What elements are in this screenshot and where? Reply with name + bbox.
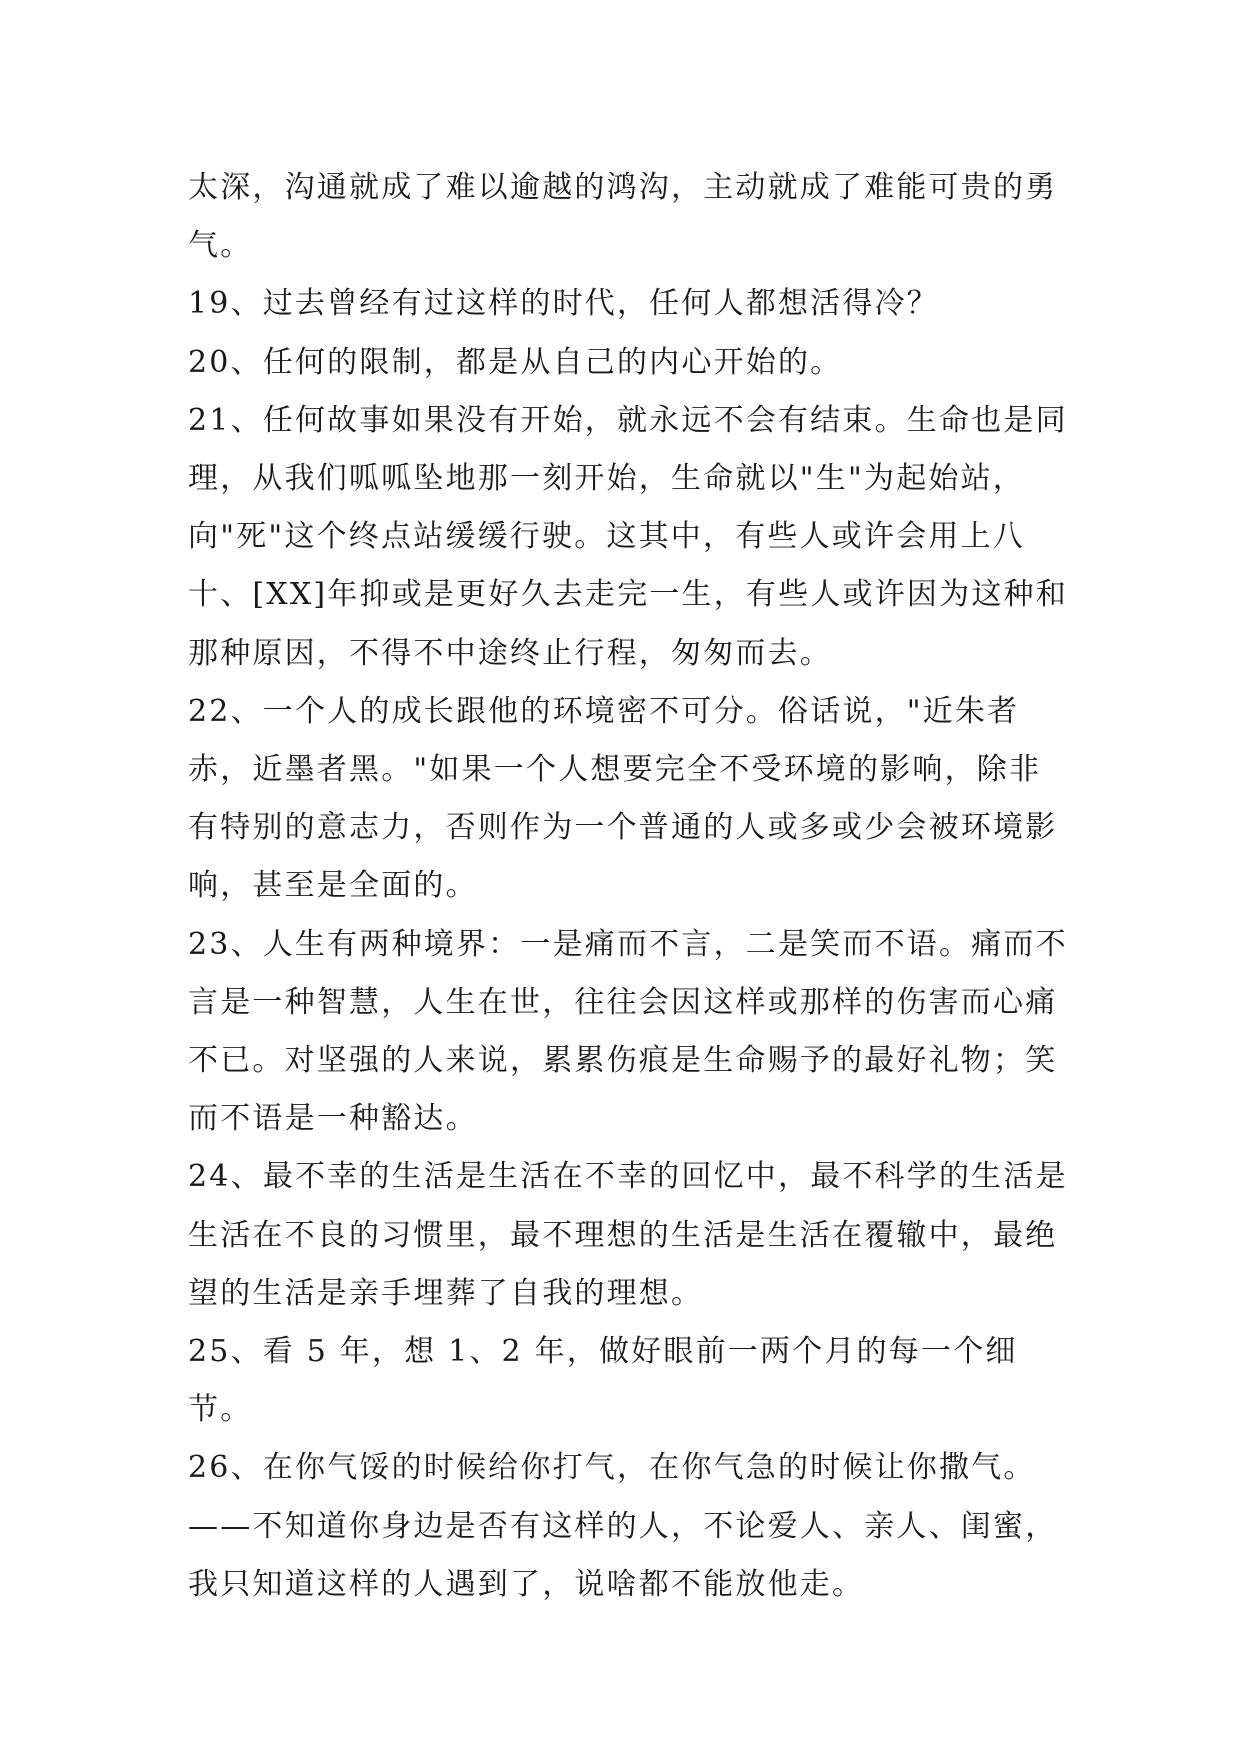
paragraph-19: 19、过去曾经有过这样的时代，任何人都想活得冷？ bbox=[188, 286, 939, 322]
document-body bbox=[188, 159, 1068, 1614]
paragraph-24: 24、最不幸的生活是生活在不幸的回忆中，最不科学的生活是生活在不良的习惯里，最不理想的生活是生活在覆辙中，最绝望的生活是亲手埋葬了自我的理想。 bbox=[188, 1159, 1068, 1311]
paragraph-25: 25、看 5 年，想 1、2 年，做好眼前一两个月的每一个细节。 bbox=[188, 1334, 1018, 1428]
paragraph-23: 23、人生有两种境界：一是痛而不言，二是笑而不语。痛而不言是一种智慧，人生在世，往往会因这样或那样的伤害而心痛不已。对坚强的人来说，累累伤痕是生命赐予的最好礼物；笑而不语是一种豁达。 bbox=[188, 926, 1068, 1137]
paragraph-22: 22、一个人的成长跟他的环境密不可分。俗话说，"近朱者赤，近墨者黑。"如果一个人想要完全不受环境的影响，除非有特别的意志力，否则作为一个普通的人或多或少会被环境影响，甚至是全面的。 bbox=[188, 693, 1058, 904]
paragraph-20: 20、任何的限制，都是从自己的内心开始的。 bbox=[188, 344, 843, 380]
paragraph-continuation: 太深，沟通就成了难以逾越的鸿沟，主动就成了难能可贵的勇气。 bbox=[188, 170, 1058, 264]
paragraph-26: 26、在你气馁的时候给你打气，在你气急的时候让你撒气。——不知道你身边是否有这样的人，不论爱人、亲人、闺蜜，我只知道这样的人遇到了，说啥都不能放他走。 bbox=[188, 1450, 1058, 1602]
paragraph-21: 21、任何故事如果没有开始，就永远不会有结束。生命也是同理，从我们呱呱坠地那一刻开始，生命就以"生"为起始站，向"死"这个终点站缓缓行驶。这其中，有些人或许会用上八十、[XX]年抑或是更好久去走完一生，有些人或许因为这种和那种原因，不得不中途终止行程，匆匆而去。 bbox=[188, 402, 1068, 671]
